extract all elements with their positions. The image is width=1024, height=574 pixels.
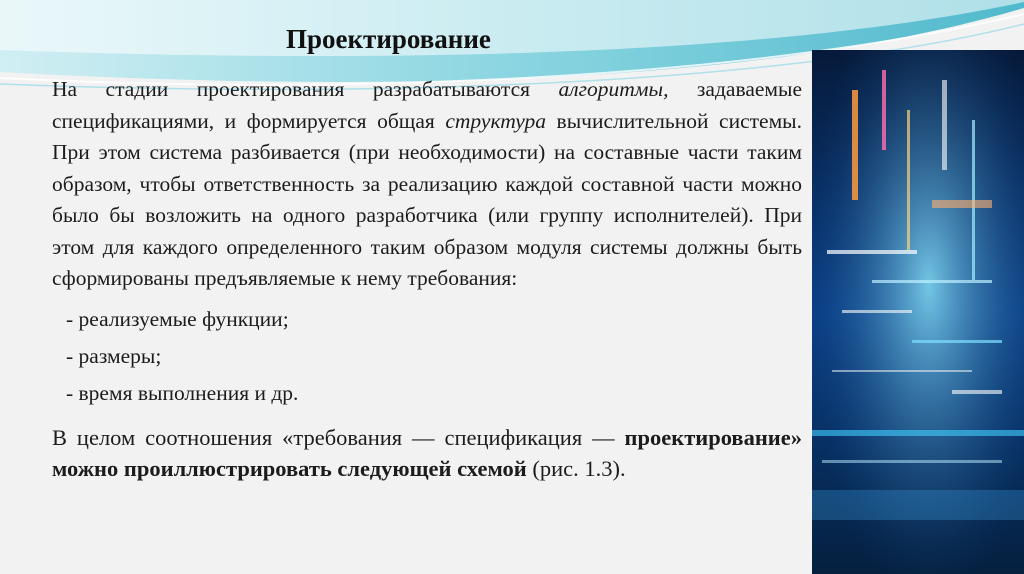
list-item: - время выполнения и др. <box>66 380 299 405</box>
requirements-list <box>66 301 802 412</box>
tech-code-image <box>812 50 1024 574</box>
main-paragraph <box>52 74 802 295</box>
list-item: - реализуемые функции; <box>66 306 289 331</box>
closing-bold-text: проектирование» можно проиллюстрировать следующей схемой <box>52 424 802 481</box>
closing-text-1: В целом соотношения «требования — спецификация — <box>52 424 625 450</box>
paragraph-text-2: задаваемые спецификациями, и формируется общая <box>52 77 802 133</box>
closing-paragraph <box>52 422 802 484</box>
list-item: - размеры; <box>66 343 162 368</box>
slide-title: Проектирование <box>286 24 491 54</box>
paragraph-text-1: На стадии проектирования разрабатываются <box>52 77 559 101</box>
paragraph-italic-structure: структура <box>445 108 546 133</box>
paragraph-text-3: вычислительной системы. При этом система разбивается (при необходимости) на составные части таким образом, чтобы ответственность за реализацию каждой составной части можно было бы возложить на одного разработчика (или группу исполнителей). При этом для каждого определенного таким образом модуля системы должны быть сформированы предъявляемые к нему требования: <box>52 108 802 290</box>
paragraph-italic-algorithms: алгоритмы, <box>558 77 669 101</box>
closing-text-2: (рис. 1.3). <box>526 455 626 481</box>
slide-body <box>52 74 802 484</box>
